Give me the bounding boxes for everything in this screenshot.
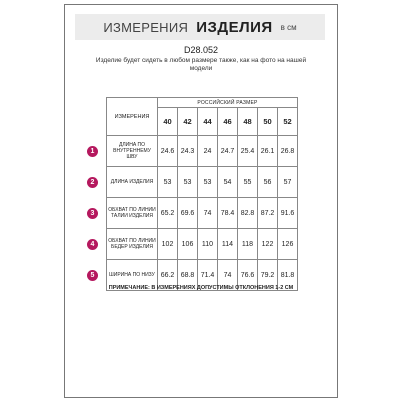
row-number-badge: 4 — [87, 239, 98, 250]
value-cell: 24.6 — [158, 136, 178, 167]
value-cell: 102 — [158, 229, 178, 260]
value-cell: 69.6 — [178, 198, 198, 229]
row-label: ОБХВАТ ПО ЛИНИИ БЕДЕР ИЗДЕЛИЯ — [107, 229, 158, 260]
title-part-1: ИЗМЕРЕНИЯ — [103, 19, 189, 35]
size-cell: 46 — [218, 108, 238, 136]
value-cell: 65.2 — [158, 198, 178, 229]
table-row — [107, 198, 298, 229]
value-cell: 78.4 — [218, 198, 238, 229]
value-cell: 55 — [238, 167, 258, 198]
value-cell: 110 — [198, 229, 218, 260]
fit-note: Изделие будет сидеть в любом размере также, как на фото на нашей модели — [95, 57, 307, 72]
size-cell: 52 — [278, 108, 298, 136]
value-cell: 26.1 — [258, 136, 278, 167]
tolerance-note: ПРИМЕЧАНИЕ: В ИЗМЕРЕНИЯХ ДОПУСТИМЫ ОТКЛОНЕНИЯ 1-2 СМ — [108, 285, 294, 291]
value-cell: 57 — [278, 167, 298, 198]
value-cell: 122 — [258, 229, 278, 260]
title-part-2: ИЗДЕЛИЯ — [196, 18, 273, 36]
table-row — [107, 229, 298, 260]
value-cell: 74 — [218, 260, 238, 291]
row-label: ОБХВАТ ПО ЛИНИИ ТАЛИИ ИЗДЕЛИЯ — [107, 198, 158, 229]
value-cell: 24.7 — [218, 136, 238, 167]
size-cell: 50 — [258, 108, 278, 136]
size-chart-card — [64, 4, 338, 398]
value-cell: 81.8 — [278, 260, 298, 291]
value-cell: 53 — [158, 167, 178, 198]
title-unit: в см — [280, 22, 297, 32]
value-cell: 25.4 — [238, 136, 258, 167]
value-cell: 126 — [278, 229, 298, 260]
size-cell: 48 — [238, 108, 258, 136]
row-number-badge: 2 — [87, 177, 98, 188]
row-label: ДЛИНА ИЗДЕЛИЯ — [107, 167, 158, 198]
value-cell: 56 — [258, 167, 278, 198]
value-cell: 114 — [218, 229, 238, 260]
value-cell: 54 — [218, 167, 238, 198]
header-measurements: ИЗМЕРЕНИЯ — [107, 98, 158, 136]
value-cell: 71.4 — [198, 260, 218, 291]
value-cell: 91.6 — [278, 198, 298, 229]
value-cell: 26.8 — [278, 136, 298, 167]
size-cell: 40 — [158, 108, 178, 136]
row-label: ШИРИНА ПО НИЗУ — [107, 260, 158, 291]
value-cell: 24.3 — [178, 136, 198, 167]
row-number-badge: 5 — [87, 270, 98, 281]
row-number-badge: 1 — [87, 146, 98, 157]
value-cell: 79.2 — [258, 260, 278, 291]
table-header-row — [107, 98, 298, 108]
row-number-badge: 3 — [87, 208, 98, 219]
size-cell: 42 — [178, 108, 198, 136]
title-bar — [75, 14, 325, 40]
value-cell: 76.6 — [238, 260, 258, 291]
value-cell: 53 — [178, 167, 198, 198]
value-cell: 74 — [198, 198, 218, 229]
value-cell: 24 — [198, 136, 218, 167]
size-cell: 44 — [198, 108, 218, 136]
value-cell: 106 — [178, 229, 198, 260]
value-cell: 82.8 — [238, 198, 258, 229]
value-cell: 68.8 — [178, 260, 198, 291]
table-row — [107, 136, 298, 167]
value-cell: 118 — [238, 229, 258, 260]
row-label: ДЛИНА ПО ВНУТРЕННЕМУ ШВУ — [107, 136, 158, 167]
value-cell: 53 — [198, 167, 218, 198]
table-row — [107, 167, 298, 198]
value-cell: 87.2 — [258, 198, 278, 229]
product-code: D28.052 — [183, 45, 219, 55]
value-cell: 66.2 — [158, 260, 178, 291]
size-table — [106, 97, 298, 291]
header-russian-size: РОССИЙСКИЙ РАЗМЕР — [158, 98, 298, 108]
